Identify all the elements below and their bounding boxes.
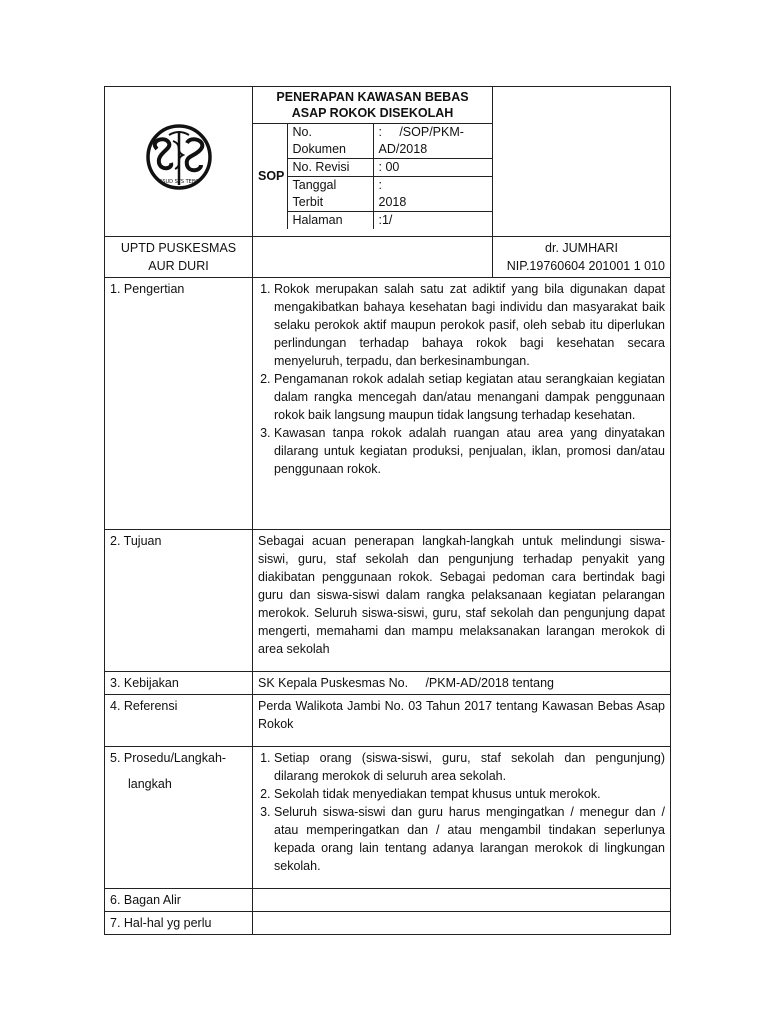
meta-value-no-dokumen: : /SOP/PKM- AD/2018 [373,124,492,159]
section-content-prosedur [253,747,671,889]
header-right-cell [493,87,671,237]
section-content-referensi: Perda Walikota Jambi No. 03 Tahun 2017 tentang Kawasan Bebas Asap Rokok [253,695,671,747]
section-label-kebijakan: 3. Kebijakan [105,672,253,695]
section-content-bagan-alir [253,889,671,912]
section-label-referensi: 4. Referensi [105,695,253,747]
org-name: UPTD PUSKESMAS AUR DURI [105,237,253,278]
signer-name: dr. JUMHARI [545,241,618,255]
section-label-bagan-alir: 6. Bagan Alir [105,889,253,912]
section-label-tujuan: 2. Tujuan [105,530,253,672]
document-title: PENERAPAN KAWASAN BEBAS ASAP ROKOK DISEKOLAH [276,90,469,120]
section-label-pengertian: 1. Pengertian [105,278,253,530]
prosedur-list [258,749,665,875]
list-item: 3. Seluruh siswa-siswi dan guru harus mengingatkan / menegur dan / atau memperingatkan dan / atau mengambil tindakan seperlunya kepada orang lain tentang adanya larangan merokok di lingkungan sekolah. [274,803,665,875]
hospital-logo-icon [139,119,219,199]
section-content-hal-hal [253,912,671,935]
meta-value-halaman: :1/ [373,212,492,230]
meta-label-halaman: Halaman [287,212,373,230]
org-middle-cell [253,237,493,278]
list-item: 1. Rokok merupakan salah satu zat adiktif yang bila digunakan dapat mengakibatkan bahaya kesehatan bagi individu dan masyarakat baik selaku perokok aktif maupun perokok pasif, oleh sebab itu diperlukan perlindungan terhadap bahaya rokok bagi kesehatan secara menyeluruh, terpadu, dan berkesinambungan. [274,280,665,370]
list-item: 1. Setiap orang (siswa-siswi, guru, staf sekolah dan pengunjung) dilarang merokok di seluruh area sekolah. [274,749,665,785]
sop-label: SOP [253,124,287,230]
signer-nip: NIP.19760604 201001 1 010 [506,259,665,273]
section-label-hal-hal: 7. Hal-hal yg perlu [105,912,253,935]
meta-label-tanggal-terbit: Tanggal Terbit [287,177,373,212]
meta-label-no-revisi: No. Revisi [287,159,373,177]
sop-document [104,86,670,935]
signer-block [493,237,671,278]
title-block [253,87,493,237]
list-item: 2. Pengamanan rokok adalah setiap kegiatan atau serangkaian kegiatan dalam rangka mencegah dan/atau menangani dampak penggunaan rokok baik langsung maupun tidak langsung terhadap kesehatan. [274,370,665,424]
logo-caption: RSUD STS TEBO [158,179,199,185]
pengertian-list [258,280,665,478]
logo-cell [105,87,253,237]
section-label-prosedur: 5. Prosedu/Langkah- langkah [105,747,253,889]
section-content-pengertian [253,278,671,530]
meta-label-no-dokumen: No. Dokumen [287,124,373,159]
sop-table [104,86,671,935]
list-item: 3. Kawasan tanpa rokok adalah ruangan atau area yang dinyatakan dilarang untuk kegiatan produksi, penjualan, iklan, promosi dan/atau penggunaan rokok. [274,424,665,478]
section-content-kebijakan: SK Kepala Puskesmas No. /PKM-AD/2018 tentang [253,672,671,695]
meta-value-no-revisi: : 00 [373,159,492,177]
list-item: 2. Sekolah tidak menyediakan tempat khusus untuk merokok. [274,785,665,803]
meta-value-tanggal-terbit: : 2018 [373,177,492,212]
meta-table [253,123,492,229]
section-content-tujuan: Sebagai acuan penerapan langkah-langkah untuk melindungi siswa-siswi, guru, staf sekolah dan pengunjung terhadap penyakit yang diakibatan penggunaan rokok. Sebagai pedoman cara bertindak bagi guru dan siswa-siswi dalam rangka pelaksanaan kegiatan pelarangan merokok. Seluruh siswa-siswi, guru, staf sekolah dan pengunjung dapat mengerti, memahami dan mampu melaksanakan larangan merokok di area sekolah [253,530,671,672]
